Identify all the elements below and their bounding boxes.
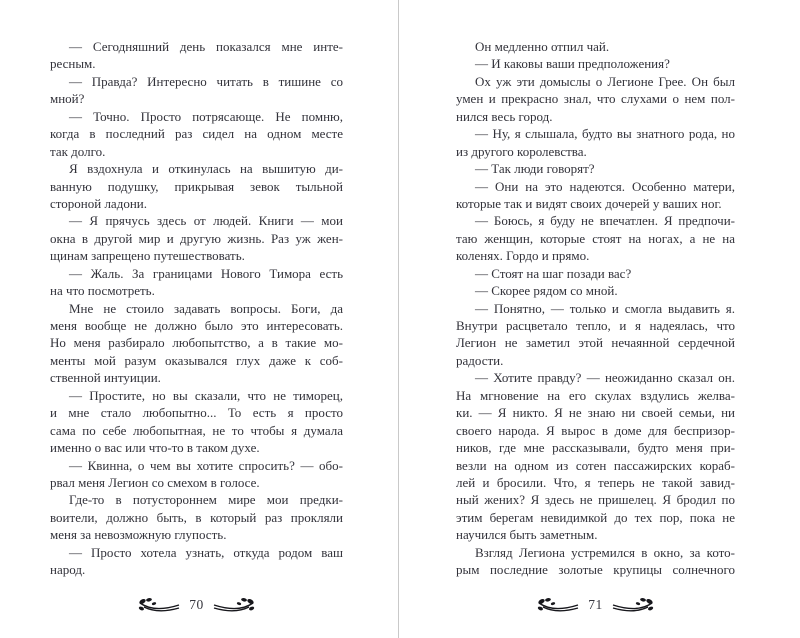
text-line: — Они на это надеются. Особенно матери,: [475, 178, 735, 194]
text-line: — Правда? Интересно читать в тишине со: [69, 73, 343, 89]
text-line: окна в другой мир и другую жизнь. Раз уж жен-: [50, 230, 343, 246]
page-divider: [398, 0, 399, 638]
text-line: этим берегам невидимкой до тех пор, пока не: [456, 509, 735, 525]
floral-flourish-icon-mirrored: [213, 598, 255, 613]
text-line: которые так и видят своих дочерей у ваших ног.: [456, 195, 722, 211]
text-line: — Сегодняшний день показался мне инте-: [69, 39, 343, 54]
text-line: так долго.: [50, 143, 106, 159]
text-line: — Точно. Просто потрясающе. Не помню,: [69, 108, 343, 124]
text-line: — Квинна, о чем вы хотите спросить? — обо-: [69, 457, 343, 473]
text-line: — Стоят на шаг позади вас?: [475, 265, 632, 281]
text-line: Легион не заметил этой нечаянной сердечной: [456, 335, 735, 351]
page-footer: [50, 595, 343, 615]
floral-flourish-icon: [537, 598, 579, 613]
text-line: — Жаль. За границами Нового Тимора есть: [69, 265, 343, 281]
text-line: Мне не стоило задавать вопросы. Боги, да: [69, 300, 343, 316]
text-line: стороной ладони.: [50, 195, 147, 211]
text-line: — Просто хотела узнать, откуда родом ваш: [69, 544, 343, 560]
text-line: — Боюсь, я буду не впечатлен. Я предпочи-: [475, 213, 735, 229]
text-line: воители, должно быть, в который раз прокляли: [50, 509, 343, 525]
text-line: когда в последний раз сидел на одном месте: [50, 126, 343, 142]
text-line: Где-то в потустороннем мире мои предки-: [69, 492, 343, 508]
floral-flourish-icon-mirrored: [612, 598, 654, 613]
text-line: таю женщин, которые стоят на ногах, а не на: [456, 230, 735, 246]
page-text: [456, 38, 735, 579]
page-footer: [456, 595, 735, 615]
text-line: на что посмотреть.: [50, 283, 155, 299]
text-line: — Ну, я слышала, будто вы знатного рода, но: [475, 126, 735, 142]
text-line: Взгляд Легиона устремился в окно, за кото-: [475, 544, 735, 560]
page-text: [50, 38, 343, 579]
text-line: везли на одном из сотен пассажирских кораб-: [456, 457, 735, 473]
text-line: — Скорее рядом со мной.: [475, 283, 618, 299]
text-line: ки. — Я никто. Я не знаю ни своей семьи, ни: [456, 405, 735, 421]
text-line: меня вообще не должно было это интересовать.: [50, 318, 343, 333]
text-line: менты мой разум оказывался глух даже к соб-: [50, 352, 343, 368]
text-line: научился быть заметным.: [456, 527, 598, 543]
text-line: и мне стало любопытно... То есть я просто: [50, 405, 343, 421]
text-line: Я вздохнула и откинулась на вышитую ди-: [69, 161, 343, 177]
text-line: щинам запрещено путешествовать.: [50, 248, 245, 264]
page-left[interactable]: [50, 38, 343, 638]
text-line: мной?: [50, 91, 85, 107]
floral-flourish-icon: [138, 598, 180, 613]
text-line: своего народа. Я вырос в доме для беспризор-: [456, 422, 735, 438]
text-line: народ.: [50, 562, 86, 578]
text-line: из другого королевства.: [456, 143, 587, 159]
text-line: Ох уж эти домыслы о Легионе Грее. Он был: [475, 73, 735, 89]
text-line: ников, где мне рассказывали, будто меня при-: [456, 440, 735, 456]
text-line: нился весь город.: [456, 108, 553, 124]
text-line: — Так люди говорят?: [475, 161, 595, 177]
text-line: именно о вас или что-то в таком духе.: [50, 440, 260, 456]
text-line: меня за невозможную глупость.: [50, 527, 227, 543]
text-line: ресным.: [50, 56, 96, 72]
page-right[interactable]: [456, 38, 735, 638]
text-line: коленях. Гордо и прямо.: [456, 248, 590, 264]
text-line: сама по себе любопытная, не то чтобы я думала: [50, 422, 343, 438]
text-line: На мгновение на его скулах вздулись желва-: [456, 387, 735, 403]
page-number: 70: [189, 597, 204, 612]
text-line: — Простите, но вы сказали, что не тиморец,: [69, 387, 343, 403]
text-line: Внутри расцветало тепло, и я надеялась, что: [456, 318, 735, 333]
text-line: рвал меня Легион со смехом в голосе.: [50, 474, 260, 490]
text-line: лей и бросили. Что, я теперь не такой завид-: [456, 474, 735, 490]
text-line: умен и прекрасно знал, что слухами о нем пол-: [456, 91, 735, 107]
text-line: — И каковы ваши предположения?: [475, 56, 670, 72]
text-line: ный жених? Я здесь не пришелец. Я бродил по: [456, 492, 735, 508]
text-line: — Хотите правду? — неожиданно сказал он.: [475, 370, 735, 386]
text-line: радости.: [456, 352, 504, 368]
text-line: ванную подушку, прикрывая зевок тыльной: [50, 178, 343, 194]
text-line: ственной интуиции.: [50, 370, 161, 386]
text-line: Он медленно отпил чай.: [475, 39, 610, 54]
page-number: 71: [588, 597, 603, 612]
text-line: — Я прячусь здесь от людей. Книги — мои: [69, 213, 343, 229]
text-line: — Понятно, — только и смогла выдавить я.: [475, 300, 735, 316]
text-line: Но меня разбирало любопытство, а в такие мо-: [50, 335, 343, 351]
text-line: рым последние золотые крупицы солнечного: [456, 562, 735, 578]
